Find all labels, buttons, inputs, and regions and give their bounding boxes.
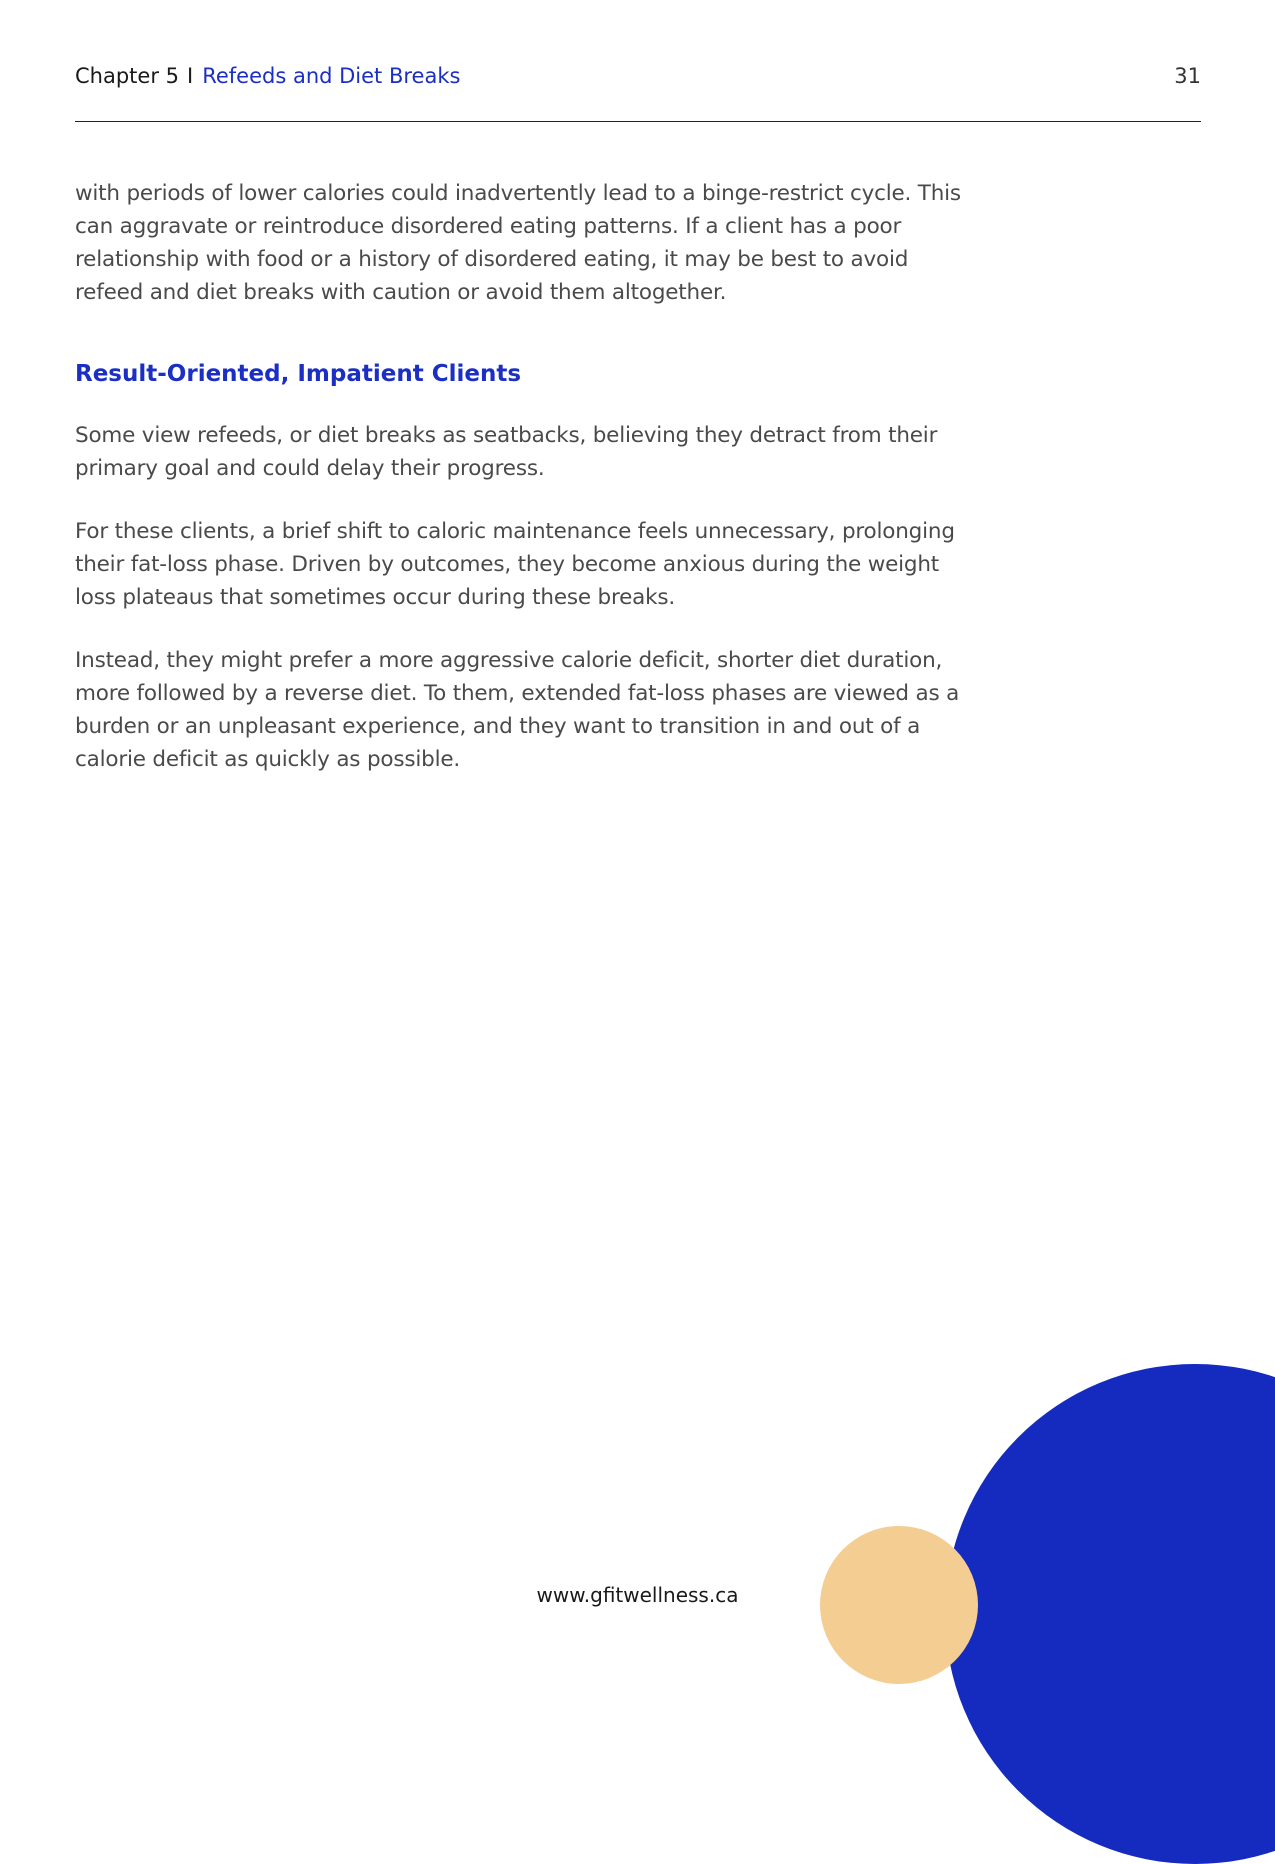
page-header [75,60,1201,92]
main-content [75,177,975,776]
page-number: 31 [1174,64,1201,88]
section-paragraph: Some view refeeds, or diet breaks as seatbacks, believing they detract from their primary goal and could delay their progress. [75,423,938,481]
intro-paragraph: with periods of lower calories could inadvertently lead to a binge-restrict cycle. This can aggravate or reintroduce disordered eating patterns. If a client has a poor relationship with food or a history of disordered eating, it may be best to avoid refeed and diet breaks with caution or avoid them altogether. [75,181,961,305]
chapter-title: Refeeds and Diet Breaks [202,64,461,88]
section-paragraph: For these clients, a brief shift to caloric maintenance feels unnecessary, prolonging their fat-loss phase. Driven by outcomes, they become anxious during the weight loss plateaus that sometimes occur during these breaks. [75,519,955,610]
header-divider [75,121,1201,122]
footer-website: www.gfitwellness.ca [536,1583,739,1607]
section-heading: Result-Oriented, Impatient Clients [75,361,522,387]
decorative-blue-circle [945,1364,1275,1864]
running-head [75,60,460,92]
chapter-label: Chapter 5 [75,64,179,88]
header-separator: I [187,64,194,88]
section-paragraph: Instead, they might prefer a more aggressive calorie deficit, shorter diet duration, more followed by a reverse diet. To them, extended fat-loss phases are viewed as a burden or an unpleasant experience, and they want to transition in and out of a calorie deficit as quickly as possible. [75,648,960,772]
